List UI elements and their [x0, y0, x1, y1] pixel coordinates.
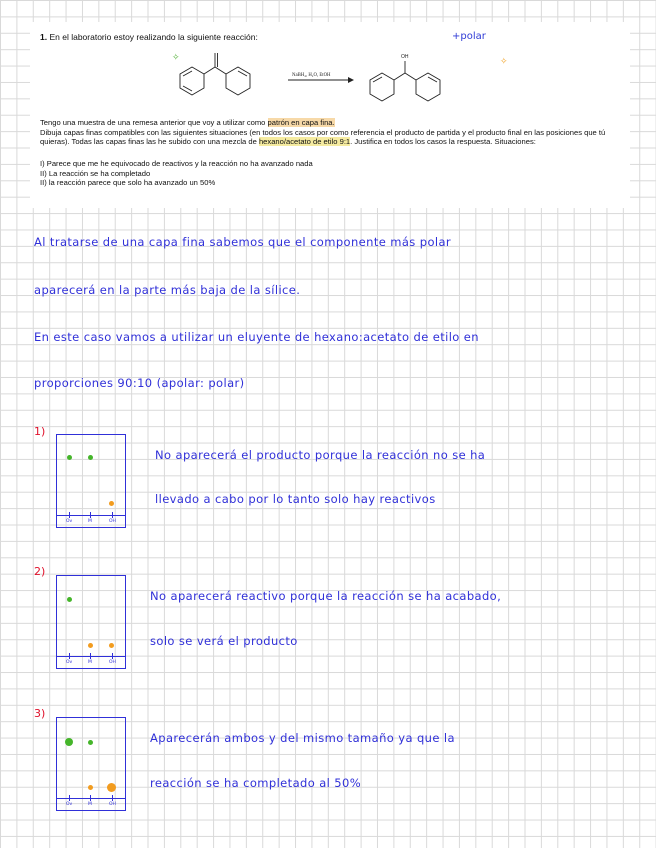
- orange-mark-icon: ✧: [500, 56, 508, 66]
- reaction-scheme: [30, 22, 630, 122]
- case-text: llevado a cabo por lo tanto solo hay reactivos: [155, 492, 436, 506]
- tlc-spot: [88, 455, 93, 460]
- question-block: [30, 22, 630, 208]
- tlc-spot: [67, 597, 72, 602]
- situation-item: I) Parece que me he equivocado de reactivos y la reacción no ha avanzado nada: [40, 159, 313, 168]
- question-title: 1. En el laboratorio estoy realizando la siguiente reacción:: [40, 32, 258, 42]
- answer-line: aparecerá en la parte más baja de la sílice.: [34, 283, 301, 297]
- answer-line: Al tratarse de una capa fina sabemos que el componente más polar: [34, 235, 452, 249]
- case-text: Aparecerán ambos y del mismo tamaño ya que la: [150, 731, 455, 745]
- situation-item: II) la reacción parece que solo ha avanzado un 50%: [40, 178, 216, 188]
- tlc-spot: [88, 740, 93, 745]
- tlc-plate: Ov M OH: [56, 717, 126, 811]
- answer-line: proporciones 90:10 (apolar: polar): [34, 376, 245, 390]
- reagents-label: NaBH₄, H₂O, EtOH: [292, 73, 331, 78]
- tlc-spot: [65, 738, 73, 746]
- case-text: solo se verá el producto: [150, 634, 298, 648]
- case-number: 3): [34, 707, 46, 720]
- tlc-spot: [109, 501, 114, 506]
- question-intro: Tengo una muestra de una remesa anterior que voy a utilizar como patrón en capa fina. Dibuja capas finas compatibles con las siguientes situaciones (en todos los casos por como referencia el producto de partida y el producto final en las posiciones que tú quieras). Todas las capas finas las he subido con una mezcla de hexano/acetato de etilo 9:1. Justifica en todos los casos la respuesta. Situaciones:: [40, 118, 606, 147]
- situations-list: [40, 159, 313, 188]
- tlc-spot: [88, 785, 93, 790]
- tlc-plate: Ov M OH: [56, 575, 126, 669]
- tlc-plate: Ov M OH: [56, 434, 126, 528]
- diphenylmethanol-structure: [370, 61, 440, 101]
- case-number: 1): [34, 425, 46, 438]
- case-text: reacción se ha completado al 50%: [150, 776, 362, 790]
- case-number: 2): [34, 565, 46, 578]
- green-mark-icon: ✧: [172, 52, 180, 62]
- answer-line: En este caso vamos a utilizar un eluyente de hexano:acetato de etilo en: [34, 330, 479, 344]
- situation-item: II) La reacción se ha completado: [40, 168, 151, 178]
- oh-label: OH: [401, 54, 409, 60]
- plus-polar-annotation: +polar: [452, 31, 486, 42]
- tlc-spot: [67, 455, 72, 460]
- tlc-spot: [109, 643, 114, 648]
- tlc-spot: [107, 783, 116, 792]
- case-text: No aparecerá el producto porque la reacción no se ha: [155, 448, 486, 462]
- benzophenone-structure: [180, 53, 250, 95]
- case-text: No aparecerá reactivo porque la reacción se ha acabado,: [150, 589, 502, 603]
- tlc-spot: [88, 643, 93, 648]
